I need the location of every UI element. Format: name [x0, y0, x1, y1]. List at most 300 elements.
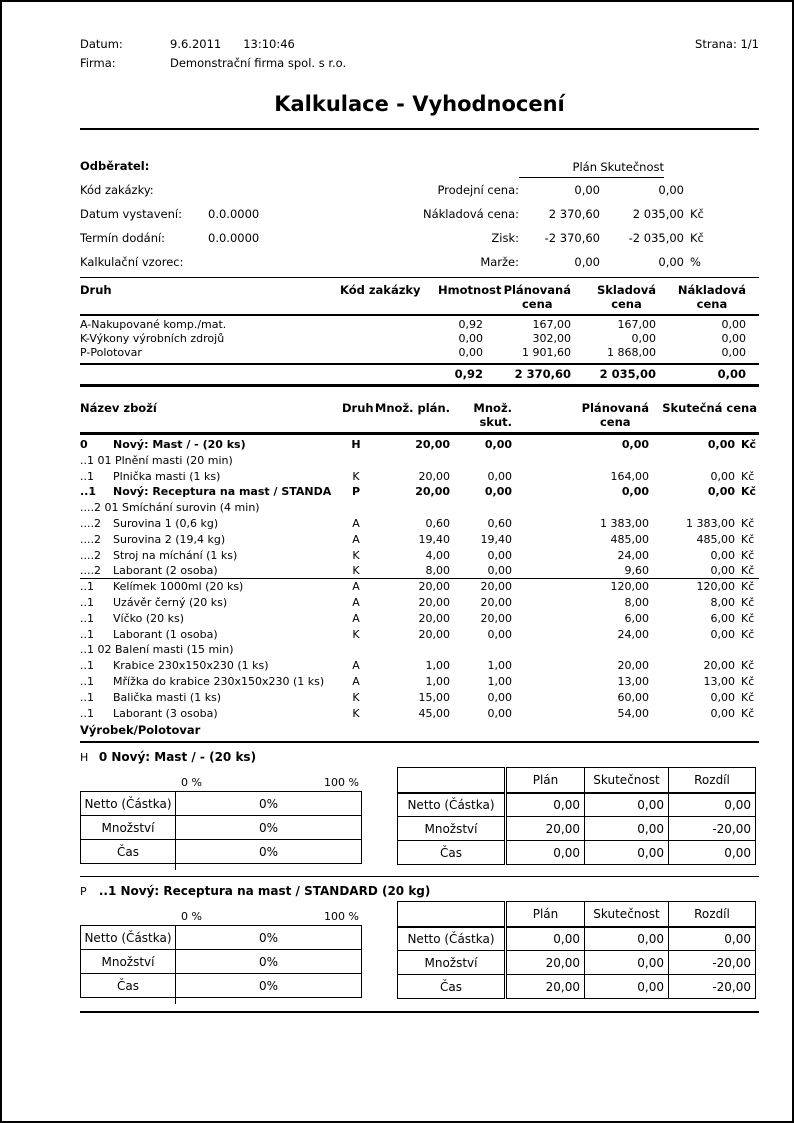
block-title: 0 Nový: Mast / - (20 ks): [98, 750, 257, 765]
row-label: Nový: Receptura na mast / STANDA: [113, 485, 332, 499]
cell-druh: A: [352, 659, 360, 673]
gauge-bar-cell: 0%: [176, 974, 362, 998]
cell-mnoz-plan: 20,00: [418, 469, 450, 483]
comparison-header-skutecnost: Skutečnost: [585, 902, 669, 927]
cell-skutecna-cena: 20,00: [703, 659, 735, 673]
gauge-row: [81, 792, 362, 816]
value-row: [380, 178, 759, 202]
cell-currency: Kč: [741, 516, 755, 530]
header-nakladova-cena: Nákladová cena: [677, 283, 746, 311]
gauge-label: Čas: [81, 974, 176, 998]
cell-nazev: [80, 674, 342, 690]
skutecnost-value: 0,00: [658, 255, 684, 269]
gauge-zero-tick: [175, 864, 176, 870]
gauge-scale: [175, 911, 361, 923]
row-level-prefix: ..1: [80, 469, 94, 483]
plan-column-header-label: Plán: [519, 157, 600, 178]
detail-table-row: [80, 690, 759, 706]
detail-table-row: [80, 595, 759, 611]
cell-druh: P-Polotovar: [80, 346, 142, 359]
cell-druh: A: [352, 611, 360, 625]
row-label: ..1 01 Plnění masti (20 min): [80, 453, 233, 467]
cell-kod: [320, 346, 438, 360]
row-label: Balička masti (1 ks): [113, 690, 222, 704]
cell-mnoz-skut: 0,00: [484, 438, 512, 451]
cell-druh: K-Výkony výrobních zdrojů: [80, 332, 225, 345]
vyrobek-block-p: [80, 884, 759, 1004]
cell-mnoz-plan: 15,00: [418, 690, 450, 704]
summary-bottom-rule: [80, 384, 759, 387]
cell-mnoz-skut: 20,00: [480, 611, 512, 625]
cell-currency: Kč: [741, 706, 755, 720]
comparison-rozdil-value: -20,00: [669, 817, 756, 841]
value-row-label: Nákladová cena:: [422, 207, 519, 221]
datum-label: Datum:: [80, 37, 123, 51]
cell-skutecna-cena: 1 383,00: [686, 516, 735, 530]
comparison-row-label: Množství: [398, 817, 506, 841]
row-level-prefix: ..1: [80, 706, 94, 720]
cell-currency: [735, 500, 759, 516]
cell-nakladova: 0,00: [721, 346, 746, 359]
cell-currency: Kč: [741, 690, 755, 704]
cell-mnoz-skut: 0,00: [487, 706, 512, 720]
gauge-panel: [80, 911, 363, 1004]
cell-currency: Kč: [741, 469, 755, 483]
cell-skutecna-cena: 0,00: [710, 548, 735, 562]
row-label: Mřížka do krabice 230x150x230 (1 ks): [113, 674, 325, 688]
row-level-prefix: ..1: [80, 674, 94, 688]
cell-nazev: [80, 563, 342, 578]
header-mnoz-plan: Množ. plán.: [374, 401, 450, 415]
cell-nazev: [80, 532, 342, 548]
cell-druh: P: [351, 485, 361, 499]
comparison-plan-value: 0,00: [506, 841, 585, 865]
gauge-label: Netto (Částka): [81, 926, 176, 950]
row-label: ....2 01 Smíchání surovin (4 min): [80, 501, 260, 515]
detail-table-row: [80, 674, 759, 690]
report-bottom-rule: [80, 1011, 759, 1013]
header-hmotnost: Hmotnost: [438, 283, 502, 297]
scale-100-label: 100 %: [324, 776, 359, 790]
firma-label: Firma:: [80, 56, 116, 70]
odberatel-title: Odběratel:: [80, 159, 150, 173]
cell-hmotnost: 0,00: [458, 346, 483, 359]
cell-mnoz-plan: 19,40: [418, 532, 450, 546]
cell-mnoz-skut: 0,00: [487, 548, 512, 562]
row-label: Laborant (1 osoba): [113, 627, 218, 641]
gauge-bar-cell: 0%: [176, 816, 362, 840]
field-row: [80, 178, 380, 202]
comparison-row: [398, 927, 756, 951]
cell-nazev: [80, 642, 342, 658]
row-label: Nový: Mast / - (20 ks): [113, 438, 246, 451]
cell-mnoz-plan: 1,00: [425, 659, 450, 673]
cell-mnoz-skut: 0,60: [487, 516, 512, 530]
row-label: Plnička masti (1 ks): [113, 469, 221, 483]
cell-currency: Kč: [741, 564, 755, 578]
cell-mnoz-plan: [370, 500, 450, 516]
cell-mnoz-skut: 0,00: [487, 564, 512, 578]
total-nakladova: 0,00: [717, 367, 746, 381]
comparison-row-label: Množství: [398, 951, 506, 975]
row-level-prefix: ..1: [80, 627, 94, 641]
header-mnoz-skut: Množ. skut.: [473, 401, 512, 429]
summary-table-row: [80, 346, 759, 360]
row-label: Surovina 1 (0,6 kg): [113, 516, 219, 530]
row-level-prefix: 0: [80, 438, 88, 451]
comparison-rozdil-value: -20,00: [669, 975, 756, 999]
field-label: Kód zakázky:: [80, 183, 154, 197]
comparison-plan-value: 0,00: [506, 927, 585, 951]
comparison-header-row: [398, 768, 756, 793]
comparison-row-label: Čas: [398, 841, 506, 865]
row-level-prefix: ..1: [80, 690, 94, 704]
cell-mnoz-plan: [370, 453, 450, 469]
field-row: [80, 226, 380, 250]
unit-suffix: Kč: [690, 231, 704, 245]
summary-table-row: [80, 332, 759, 346]
comparison-plan-value: 0,00: [506, 793, 585, 817]
cell-mnoz-plan: 4,00: [425, 548, 450, 562]
gauge-label: Množství: [81, 950, 176, 974]
comparison-rozdil-value: 0,00: [669, 927, 756, 951]
row-level-prefix: ..1: [80, 580, 94, 594]
cell-nazev: [80, 706, 342, 722]
total-hmotnost: 0,92: [454, 367, 483, 381]
scale-0-label: 0 %: [181, 910, 202, 924]
cell-nazev: [80, 627, 342, 643]
field-label: Datum vystavení:: [80, 207, 182, 221]
cell-nazev: [80, 658, 342, 674]
gauge-label: Čas: [81, 840, 176, 864]
cell-skladova: 167,00: [617, 318, 656, 331]
cell-hmotnost: 0,92: [458, 318, 483, 331]
gauge-label: Množství: [81, 816, 176, 840]
report-title: Kalkulace - Vyhodnocení: [274, 92, 565, 116]
cell-mnoz-skut: [450, 500, 512, 516]
title-rule: [80, 128, 759, 130]
cell-skutecna-cena: 0,00: [707, 485, 735, 499]
value-row: [380, 226, 759, 250]
cell-currency: Kč: [741, 659, 755, 673]
row-label: Stroj na míchání (1 ks): [113, 548, 238, 562]
cell-mnoz-plan: 1,00: [425, 674, 450, 688]
header-skladova-cena: Skladová cena: [596, 283, 656, 311]
block-separator-rule: [80, 876, 759, 877]
cell-druh: A-Nakupované komp./mat.: [80, 318, 227, 331]
summary-table-row: [80, 318, 759, 332]
detail-table-row: [80, 706, 759, 722]
cell-hmotnost: 0,00: [458, 332, 483, 345]
cell-skladova: 0,00: [631, 332, 656, 345]
field-value: 0.0.0000: [208, 207, 260, 221]
comparison-skutecnost-value: 0,00: [585, 951, 669, 975]
cell-mnoz-plan: 20,00: [418, 580, 450, 594]
header-skutecna-cena: Skutečná cena: [662, 401, 757, 415]
unit-suffix: Kč: [690, 207, 704, 221]
cell-currency: [735, 453, 759, 469]
cell-nakladova: 0,00: [721, 332, 746, 345]
cell-mnoz-plan: 20,00: [418, 595, 450, 609]
comparison-row-label: Netto (Částka): [398, 927, 506, 951]
plan-value: 0,00: [574, 255, 600, 269]
summary-table: [80, 283, 759, 387]
cell-currency: Kč: [741, 580, 755, 594]
header-druh: Druh: [80, 283, 112, 297]
section-odberatel: [80, 154, 759, 274]
comparison-plan-value: 20,00: [506, 975, 585, 999]
cell-druh: A: [352, 532, 360, 546]
cell-skutecna-cena: 0,00: [707, 438, 735, 451]
summary-table-header: [80, 283, 759, 314]
block-title: ..1 Nový: Receptura na mast / STANDARD (20 kg): [98, 884, 431, 899]
cell-druh: K: [352, 627, 360, 641]
row-level-prefix: ....2: [80, 548, 101, 562]
skutecnost-column-header: [600, 154, 684, 178]
cell-currency: Kč: [741, 485, 757, 499]
time-value: 13:10:46: [243, 37, 295, 51]
cell-skutecna-cena: 0,00: [710, 564, 735, 578]
cell-skutecna-cena: 13,00: [703, 674, 735, 688]
cell-druh: A: [352, 595, 360, 609]
cell-druh: A: [352, 516, 360, 530]
block-tag: H: [80, 751, 89, 765]
detail-table: [80, 401, 759, 743]
cell-skutecna-cena: 120,00: [696, 580, 735, 594]
section-heading-vyrobek-polotovar: Výrobek/Polotovar: [80, 723, 201, 738]
cell-planovana-cena: 8,00: [624, 595, 649, 609]
row-level-prefix: ..1: [80, 485, 97, 499]
cell-currency: Kč: [741, 438, 757, 451]
comparison-plan-value: 20,00: [506, 817, 585, 841]
gauge-panel: [80, 777, 363, 870]
comparison-skutecnost-value: 0,00: [585, 975, 669, 999]
comparison-header-row: [398, 902, 756, 927]
cell-nazev: [80, 595, 342, 611]
datum-row: [80, 35, 695, 54]
datum-value: [170, 35, 295, 54]
cell-currency: [735, 642, 759, 658]
cell-currency: Kč: [741, 627, 755, 641]
cell-planovana-cena: 9,60: [624, 564, 649, 578]
gauge-row: [81, 950, 362, 974]
cell-skutecna-cena: 485,00: [696, 532, 735, 546]
skutecnost-value: 2 035,00: [632, 207, 684, 221]
skutecnost-column-header-label: Skutečnost: [600, 157, 664, 178]
detail-table-row: [80, 611, 759, 627]
cell-planovana-cena: [512, 500, 649, 516]
comparison-row: [398, 841, 756, 865]
cell-planovana-cena: 0,00: [621, 485, 649, 499]
odberatel-field-list: [80, 178, 380, 274]
cell-currency: Kč: [741, 532, 755, 546]
gauge-row: [81, 816, 362, 840]
cell-skutecna-cena: 0,00: [710, 706, 735, 720]
detail-table-row: [80, 469, 759, 485]
row-level-prefix: ..1: [80, 611, 94, 625]
cell-currency: Kč: [741, 611, 755, 625]
cell-skutecna-cena: 0,00: [710, 469, 735, 483]
block-tag: P: [80, 885, 87, 899]
header-druh: Druh: [342, 401, 374, 415]
value-row-label: Zisk:: [491, 231, 519, 245]
cell-currency: Kč: [741, 595, 755, 609]
comparison-header-plan: Plán: [506, 902, 585, 927]
row-level-prefix: ..1: [80, 595, 94, 609]
field-label: Termín dodání:: [80, 231, 166, 245]
comparison-row: [398, 951, 756, 975]
cell-currency: Kč: [741, 548, 755, 562]
detail-table-row: [80, 642, 759, 658]
field-row: [80, 250, 380, 274]
comparison-header-skutecnost: Skutečnost: [585, 768, 669, 793]
value-row-label: Prodejní cena:: [437, 183, 519, 197]
page-number: Strana: 1/1: [695, 37, 759, 51]
row-label: ..1 02 Balení masti (15 min): [80, 643, 234, 657]
row-label: Uzávěr černý (20 ks): [113, 595, 228, 609]
odberatel-values: [380, 154, 759, 274]
detail-table-row: [80, 658, 759, 674]
cell-mnoz-plan: 20,00: [418, 627, 450, 641]
cell-kod: [320, 318, 438, 332]
skutecnost-value: 0,00: [658, 183, 684, 197]
skutecnost-value: -2 035,00: [628, 231, 684, 245]
row-level-prefix: ....2: [80, 532, 101, 546]
comparison-empty-header: [398, 902, 506, 927]
cell-planovana-cena: 20,00: [617, 659, 649, 673]
cell-nazev: [80, 437, 342, 453]
cell-mnoz-plan: 20,00: [415, 485, 450, 499]
cell-planovana-cena: [512, 642, 649, 658]
detail-table-row: [80, 579, 759, 595]
cell-nazev: [80, 500, 342, 516]
scale-0-label: 0 %: [181, 776, 202, 790]
field-value: 0.0.0000: [208, 231, 260, 245]
cell-nazev: [80, 484, 342, 500]
scale-100-label: 100 %: [324, 910, 359, 924]
detail-table-row: [80, 500, 759, 516]
plan-value: 0,00: [574, 183, 600, 197]
cell-nazev: [80, 469, 342, 485]
cell-planovana-cena: 120,00: [610, 580, 649, 594]
cell-mnoz-skut: 0,00: [487, 469, 512, 483]
cell-druh: [342, 500, 370, 516]
comparison-skutecnost-value: 0,00: [585, 841, 669, 865]
value-row-label: Marže:: [480, 255, 519, 269]
comparison-table: [397, 767, 756, 865]
row-label: Kelímek 1000ml (20 ks): [113, 580, 244, 594]
detail-bottom-rule: [80, 741, 759, 743]
total-planovana: 2 370,60: [514, 367, 571, 381]
odberatel-fields: [80, 154, 380, 274]
detail-table-row: [80, 453, 759, 469]
plan-skutecnost-header-row: [380, 154, 759, 178]
block-title-row: [80, 750, 759, 765]
gauge-bar-cell: 0%: [176, 950, 362, 974]
comparison-row: [398, 975, 756, 999]
cell-planovana: 302,00: [532, 332, 571, 345]
gauge-row: [81, 840, 362, 864]
cell-nazev: [80, 453, 342, 469]
odberatel-title-row: [80, 154, 380, 178]
report-header-left: [80, 35, 695, 73]
row-level-prefix: ..1: [80, 659, 94, 673]
cell-mnoz-plan: 0,60: [425, 516, 450, 530]
total-skladova: 2 035,00: [599, 367, 656, 381]
odberatel-value-rows: [380, 178, 759, 274]
cell-mnoz-plan: 20,00: [418, 611, 450, 625]
cell-planovana-cena: 6,00: [624, 611, 649, 625]
header-planovana-cena: Plánovaná cena: [503, 283, 571, 311]
cell-planovana-cena: 13,00: [617, 674, 649, 688]
cell-planovana-cena: [512, 453, 649, 469]
gauge-zero-tick: [175, 998, 176, 1004]
plan-value: -2 370,60: [544, 231, 600, 245]
row-level-prefix: ....2: [80, 564, 101, 578]
comparison-plan-value: 20,00: [506, 951, 585, 975]
cell-mnoz-skut: 0,00: [487, 627, 512, 641]
comparison-row: [398, 817, 756, 841]
cell-mnoz-skut: 20,00: [480, 580, 512, 594]
cell-mnoz-skut: [450, 642, 512, 658]
comparison-skutecnost-value: 0,00: [585, 793, 669, 817]
comparison-header-plan: Plán: [506, 768, 585, 793]
cell-druh: K: [352, 690, 360, 704]
cell-druh: K: [352, 469, 360, 483]
block-title-row: [80, 884, 759, 899]
firma-row: [80, 54, 695, 73]
cell-nazev: [80, 548, 342, 564]
cell-druh: K: [352, 548, 360, 562]
row-label: Laborant (2 osoba): [113, 564, 218, 578]
detail-table-row: [80, 548, 759, 564]
comparison-empty-header: [398, 768, 506, 793]
comparison-skutecnost-value: 0,00: [585, 927, 669, 951]
cell-planovana-cena: 164,00: [610, 469, 649, 483]
comparison-header-rozdil: Rozdíl: [669, 768, 756, 793]
cell-skutecna-cena: [649, 500, 735, 516]
cell-druh: K: [352, 564, 360, 578]
vyrobek-block-h: [80, 750, 759, 870]
field-label: Kalkulační vzorec:: [80, 255, 184, 269]
cell-skutecna-cena: 0,00: [710, 627, 735, 641]
cell-druh: A: [352, 674, 360, 688]
cell-skutecna-cena: [649, 642, 735, 658]
gauge-row: [81, 926, 362, 950]
cell-skutecna-cena: 0,00: [710, 690, 735, 704]
cell-mnoz-skut: 0,00: [487, 690, 512, 704]
detail-table-row: [80, 627, 759, 643]
cell-mnoz-skut: 1,00: [487, 674, 512, 688]
row-label: Laborant (3 osoba): [113, 706, 218, 720]
row-label: Víčko (20 ks): [113, 611, 185, 625]
cell-nazev: [80, 690, 342, 706]
detail-table-header: [80, 401, 759, 432]
cell-nakladova: 0,00: [721, 318, 746, 331]
cell-skutecna-cena: 6,00: [710, 611, 735, 625]
cell-currency: Kč: [741, 674, 755, 688]
cell-mnoz-skut: 20,00: [480, 595, 512, 609]
cell-druh: [342, 453, 370, 469]
gauge-bar-cell: 0%: [176, 840, 362, 864]
cell-mnoz-plan: 20,00: [415, 438, 450, 451]
cell-planovana: 167,00: [532, 318, 571, 331]
cell-planovana-cena: 60,00: [617, 690, 649, 704]
cell-skladova: 1 868,00: [607, 346, 656, 359]
cell-druh: H: [351, 438, 361, 451]
cell-mnoz-plan: [370, 642, 450, 658]
detail-table-body: [80, 435, 759, 721]
